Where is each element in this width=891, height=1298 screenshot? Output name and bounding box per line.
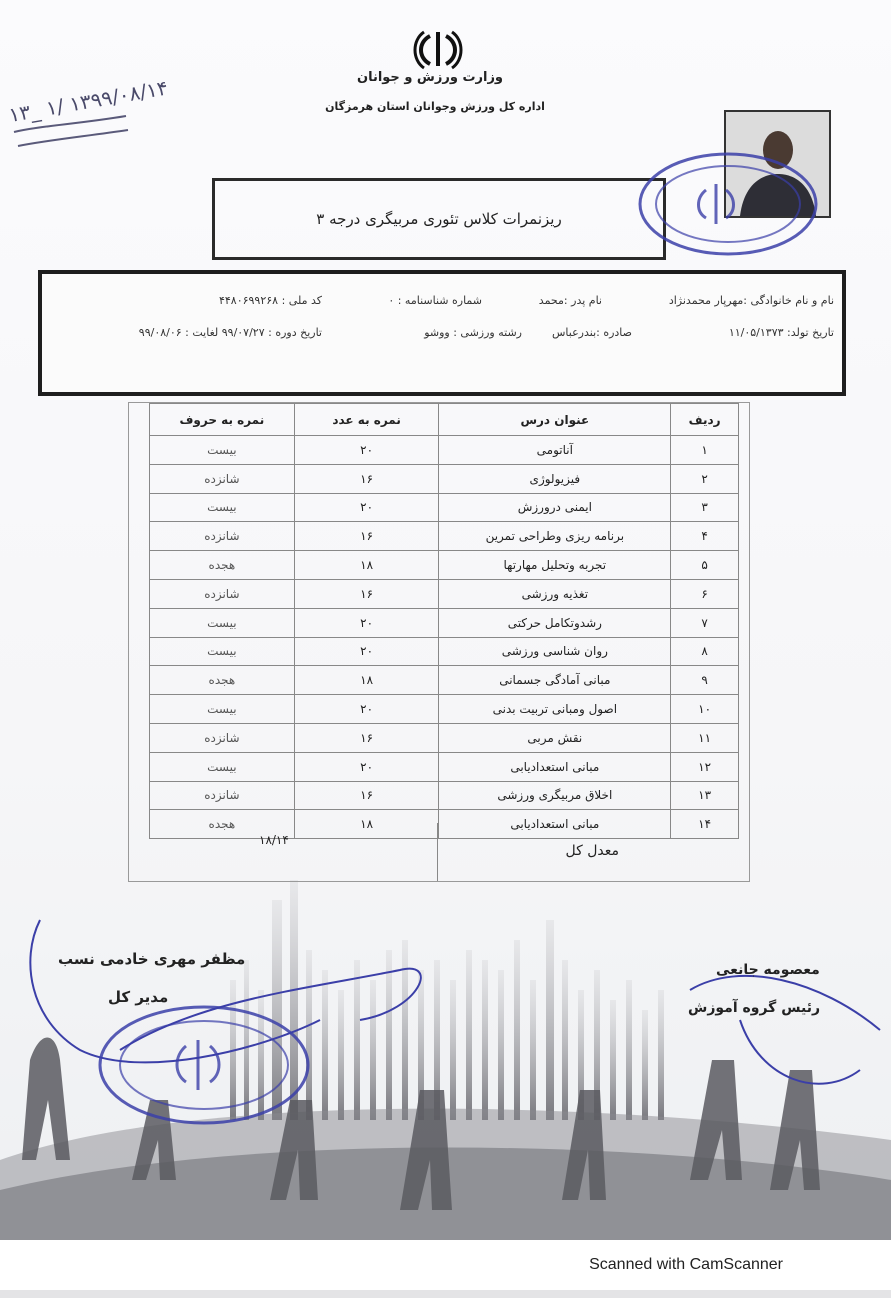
grade-words: بیست xyxy=(150,752,295,781)
table-row xyxy=(150,579,739,608)
row-number: ۳ xyxy=(671,493,739,522)
grade-words: بیست xyxy=(150,493,295,522)
student-info-box xyxy=(38,270,846,396)
row-number: ۸ xyxy=(671,637,739,666)
grade-number: ۱۶ xyxy=(294,522,439,551)
camscanner-label: Scanned with CamScanner xyxy=(589,1256,783,1273)
course-title: آناتومی xyxy=(439,436,671,465)
row-number: ۴ xyxy=(671,522,739,551)
grade-number: ۲۰ xyxy=(294,637,439,666)
table-row xyxy=(150,436,739,465)
grade-number: ۱۶ xyxy=(294,781,439,810)
table-row xyxy=(150,493,739,522)
row-number: ۱۱ xyxy=(671,723,739,752)
grade-number: ۱۶ xyxy=(294,464,439,493)
director-title: مدیر کل xyxy=(108,988,169,1006)
grade-words: بیست xyxy=(150,637,295,666)
row-number: ۱۰ xyxy=(671,695,739,724)
student-name: نام و نام خانوادگی :مهرپار محمدنژاد xyxy=(668,294,834,307)
grade-number: ۲۰ xyxy=(294,608,439,637)
sport-field: رشته ورزشی : ووشو xyxy=(424,326,522,339)
grade-words: بیست xyxy=(150,436,295,465)
row-number: ۱۳ xyxy=(671,781,739,810)
education-head-name: معصومه جانعی xyxy=(716,962,820,978)
grade-number: ۱۸ xyxy=(294,810,439,839)
table-row xyxy=(150,810,739,839)
course-title: برنامه ریزی وطراحی تمرین xyxy=(439,522,671,551)
document-title: ریزنمرات کلاس تئوری مربیگری درجه ۳ xyxy=(316,210,562,228)
grade-words: شانزده xyxy=(150,723,295,752)
average-divider xyxy=(437,823,438,881)
course-title: مبانی آمادگی جسمانی xyxy=(439,666,671,695)
course-title: اخلاق مربیگری ورزشی xyxy=(439,781,671,810)
grade-number: ۱۶ xyxy=(294,579,439,608)
table-row xyxy=(150,464,739,493)
header-row-number: ردیف xyxy=(671,404,739,436)
grade-words: هجده xyxy=(150,551,295,580)
grades-table xyxy=(149,403,739,839)
table-row xyxy=(150,522,739,551)
header-grade-words: نمره به حروف xyxy=(150,404,295,436)
handwritten-note xyxy=(6,75,170,156)
table-row xyxy=(150,551,739,580)
grade-number: ۲۰ xyxy=(294,695,439,724)
grades-header-row xyxy=(150,404,739,436)
birth-date: تاریخ تولد: ۱۱/۰۵/۱۳۷۳ xyxy=(728,326,834,339)
course-title: اصول ومبانی تربیت بدنی xyxy=(439,695,671,724)
grade-words: هجده xyxy=(150,666,295,695)
course-title: تجربه وتحلیل مهارتها xyxy=(439,551,671,580)
table-row xyxy=(150,637,739,666)
row-number: ۷ xyxy=(671,608,739,637)
grade-words: بیست xyxy=(150,608,295,637)
ministry-name: وزارت ورزش و جوانان xyxy=(356,70,504,85)
grade-number: ۱۸ xyxy=(294,666,439,695)
issued-place: صادره :بندرعباس xyxy=(552,326,632,339)
course-title: ایمنی درورزش xyxy=(439,493,671,522)
row-number: ۱۲ xyxy=(671,752,739,781)
row-number: ۵ xyxy=(671,551,739,580)
table-row xyxy=(150,695,739,724)
id-number: شماره شناسنامه : ۰ xyxy=(388,294,482,307)
course-title: روان شناسی ورزشی xyxy=(439,637,671,666)
row-number: ۲ xyxy=(671,464,739,493)
course-title: مبانی استعدادیابی xyxy=(439,752,671,781)
education-head-title: رئیس گروه آموزش xyxy=(688,1000,821,1016)
course-dates: تاریخ دوره : ۹۹/۰۷/۲۷ لغایت : ۹۹/۰۸/۰۶ xyxy=(138,326,322,339)
grade-words: بیست xyxy=(150,695,295,724)
iran-emblem-icon xyxy=(410,28,466,70)
director-name: مظفر مهری خادمی نسب xyxy=(58,950,246,968)
table-row xyxy=(150,608,739,637)
row-number: ۶ xyxy=(671,579,739,608)
grades-table-container xyxy=(128,402,750,882)
row-number: ۹ xyxy=(671,666,739,695)
grade-words: شانزده xyxy=(150,464,295,493)
course-title: تغذیه ورزشی xyxy=(439,579,671,608)
bottom-divider xyxy=(0,1290,891,1298)
average-label: معدل کل xyxy=(565,843,619,859)
document-title-box xyxy=(212,178,666,260)
table-row xyxy=(150,666,739,695)
grade-number: ۲۰ xyxy=(294,752,439,781)
department-name: اداره کل ورزش وجوانان استان هرمزگان xyxy=(325,100,545,113)
course-title: رشدوتکامل حرکتی xyxy=(439,608,671,637)
grade-number: ۱۶ xyxy=(294,723,439,752)
grade-words: شانزده xyxy=(150,522,295,551)
table-row xyxy=(150,723,739,752)
official-stamp-icon xyxy=(636,148,820,260)
course-title: نقش مربی xyxy=(439,723,671,752)
course-title: مبانی استعدادیابی xyxy=(439,810,671,839)
row-number: ۱۴ xyxy=(671,810,739,839)
national-code: کد ملی : ۴۴۸۰۶۹۹۲۶۸ xyxy=(218,294,322,307)
grade-number: ۲۰ xyxy=(294,493,439,522)
header-grade-number: نمره به عدد xyxy=(294,404,439,436)
row-number: ۱ xyxy=(671,436,739,465)
grade-number: ۱۸ xyxy=(294,551,439,580)
course-title: فیزیولوژی xyxy=(439,464,671,493)
grade-words: شانزده xyxy=(150,781,295,810)
grade-number: ۲۰ xyxy=(294,436,439,465)
table-row xyxy=(150,752,739,781)
average-value: ۱۸/۱۴ xyxy=(259,833,289,847)
handwritten-note-text: ۱۳_ ۱/ ۱۳۹۹/۰۸/۱۴ xyxy=(6,75,170,128)
table-row xyxy=(150,781,739,810)
header-course-title: عنوان درس xyxy=(439,404,671,436)
father-name: نام پدر :محمد xyxy=(538,294,602,307)
grade-words: شانزده xyxy=(150,579,295,608)
official-stamp-bottom-icon xyxy=(94,1000,314,1130)
grade-words: هجده xyxy=(150,810,295,839)
